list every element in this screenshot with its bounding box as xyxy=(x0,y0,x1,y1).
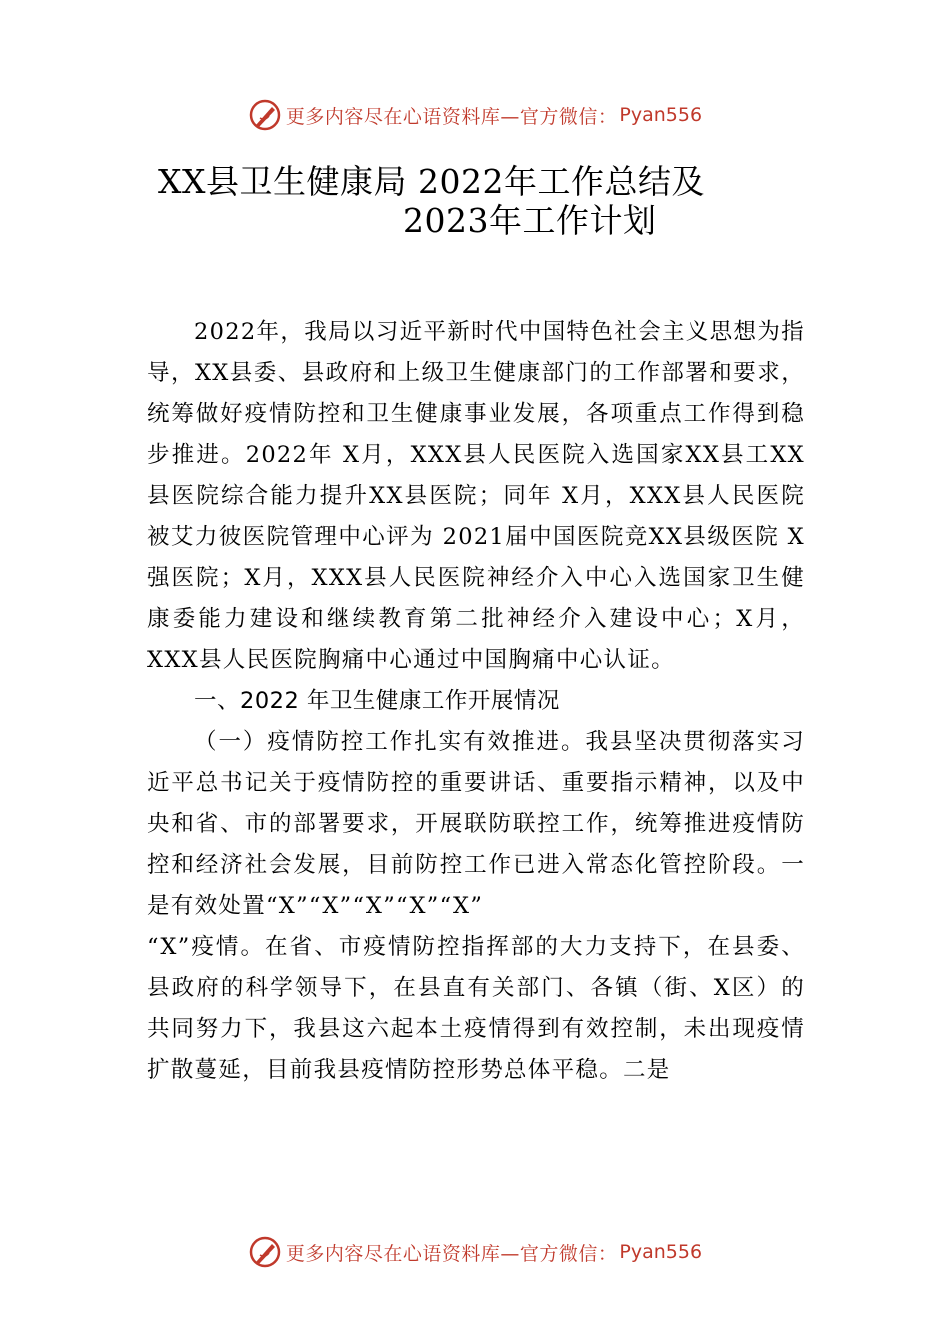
watermark-top xyxy=(0,95,950,135)
section1-heading: 一、2022 年卫生健康工作开展情况 xyxy=(194,688,560,714)
pen-circle-icon xyxy=(248,1235,282,1269)
watermark-text: 更多内容尽在心语资料库—官方微信： xyxy=(285,1242,618,1265)
watermark-wechat-id: Pyan556 xyxy=(619,104,703,126)
document-title-line1: XX县卫生健康局 2022年工作总结及 xyxy=(158,162,705,201)
subsection1-text-part1: 我县坚决贯彻落实习近平总书记关于疫情防控的重要讲话、重要指示精神，以及中央和省、市的部署要求，开展联防联控工作，统筹推进疫情防控和经济社会发展，目前防控工作已进入常态化管控阶段。一是有效处置“X”“X”“X”“X”“X” xyxy=(147,729,805,919)
watermark-bottom xyxy=(0,1232,950,1272)
document-body xyxy=(147,312,805,1091)
intro-paragraph: 2022年，我局以习近平新时代中国特色社会主义思想为指导，XX县委、县政府和上级卫生健康部门的工作部署和要求，统筹做好疫情防控和卫生健康事业发展，各项重点工作得到稳步推进。2022年 X月，XXX县人民医院入选国家XX县工XX县医院综合能力提升XX县医院；同年 X月，XXX县人民医院被艾力彼医院管理中心评为 2021届中国医院竞XX县级医院 X强医院；X月，XXX县人民医院神经介入中心入选国家卫生健康委能力建设和继续教育第二批神经介入建设中心；X月，XXX县人民医院胸痛中心通过中国胸痛中心认证。 xyxy=(147,319,805,673)
subsection1-heading: （一）疫情防控工作扎实有效推进。 xyxy=(194,729,586,755)
subsection1-paragraph xyxy=(147,722,805,927)
watermark-wechat-id: Pyan556 xyxy=(619,1241,703,1263)
subsection1-continuation: “X”疫情。在省、市疫情防控指挥部的大力支持下，在县委、县政府的科学领导下，在县直有关部门、各镇（街、X区）的共同努力下，我县这六起本土疫情得到有效控制，未出现疫情扩散蔓延，目前我县疫情防控形势总体平稳。二是 xyxy=(147,934,805,1083)
pen-circle-icon xyxy=(248,98,282,132)
watermark-text: 更多内容尽在心语资料库—官方微信： xyxy=(285,105,618,128)
document-title-line2: 2023年工作计划 xyxy=(403,201,657,240)
